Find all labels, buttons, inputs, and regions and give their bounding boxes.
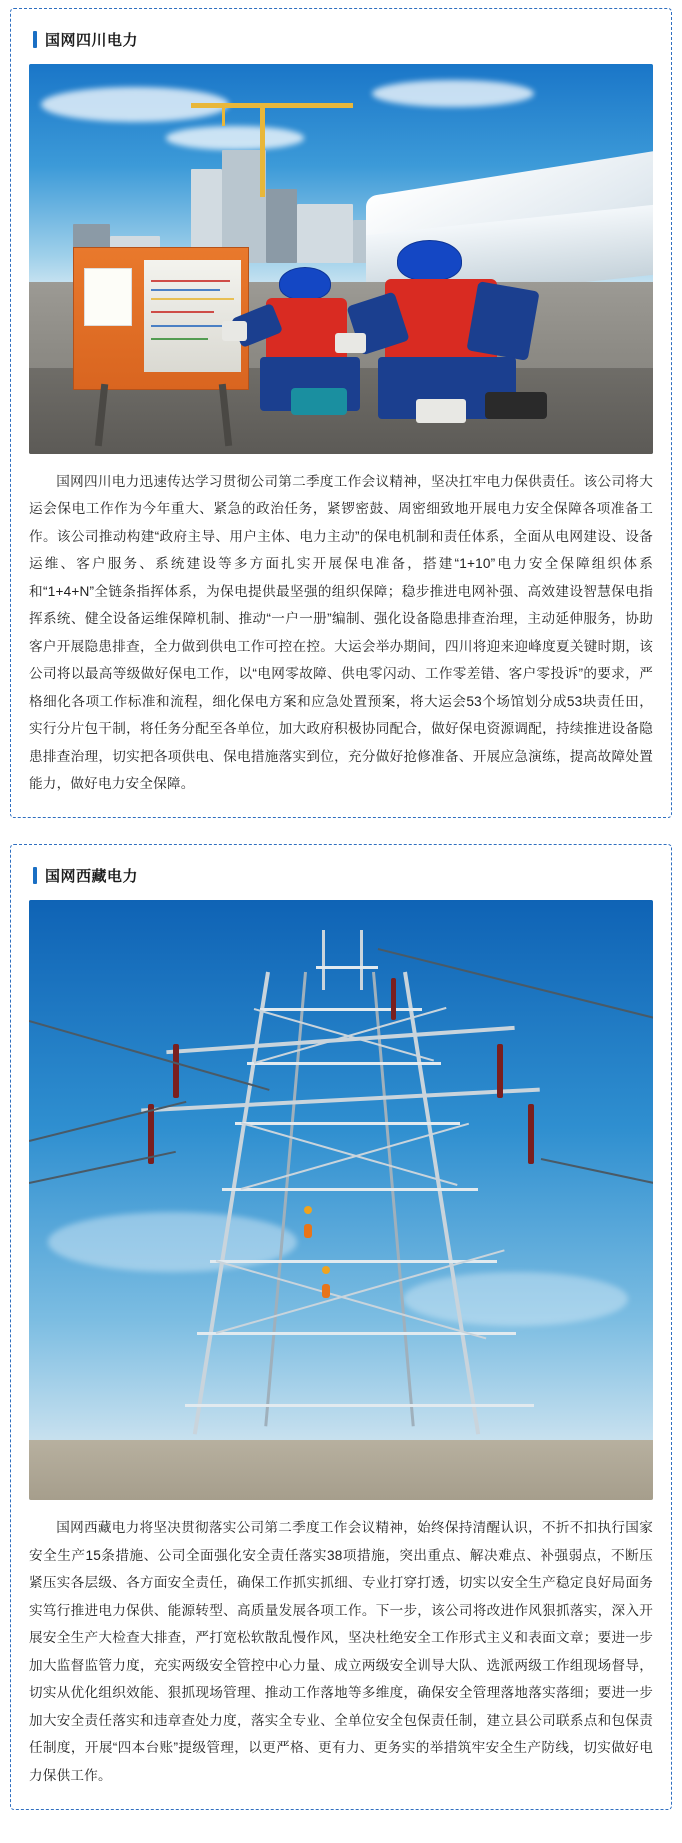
insulator-string	[528, 1104, 534, 1164]
worker-sleeve	[466, 281, 540, 361]
tibet-power-transmission-tower-photo	[29, 900, 653, 1500]
sky-background	[29, 900, 653, 1500]
climber-helmet	[304, 1206, 312, 1214]
tool-bag	[291, 388, 347, 415]
tower-climber	[322, 1284, 330, 1298]
cloud-shape	[372, 80, 534, 107]
insulator-string	[173, 1044, 179, 1098]
insulator-string	[497, 1044, 503, 1098]
tower-climber	[304, 1224, 312, 1238]
wire-shape	[151, 280, 229, 282]
ground-surface	[29, 1440, 653, 1500]
tower-crane-mast	[260, 103, 265, 197]
section-heading-sichuan	[33, 29, 653, 50]
tower-brace	[247, 1062, 440, 1065]
tower-peak	[322, 930, 325, 990]
worker-helmet	[279, 267, 331, 300]
cabinet-label-paper	[84, 268, 131, 326]
tower-brace	[185, 1404, 534, 1407]
article-card-sichuan	[10, 8, 672, 818]
sichuan-power-workers-cabinet-photo	[29, 64, 653, 454]
worker-helmet	[397, 240, 461, 281]
article-paragraph-tibet: 国网西藏电力将坚决贯彻落实公司第二季度工作会议精神，始终保持清醒认识，不折不扣执行国家安全生产15条措施、公司全面强化安全责任落实38项措施，突出重点、解决难点、补强弱点，不断压紧压实各层级、各方面安全责任，确保工作抓实抓细、专业打穿打透，切实以安全生产稳定良好局面务实笃行推进电力保供、能源转型、高质量发展各项工作。下一步，该公司将改进作风狠抓落实，深入开展安全生产大检查大排查，严打宽松软散乱慢作风，坚决杜绝安全工作形式主义和表面文章；要进一步加大监督监管力度，充实两级安全管控中心力量、成立两级安全训导大队、选派两级工作组现场督导，切实从优化组织效能、狠抓现场管理、推动工作落地等多维度，确保安全管理落地落实落细；要进一步加大安全责任落实和违章查处力度，落实全专业、全单位安全包保责任制，建立县公司联系点和包保责任制度，开展“四本台账”提级管理，以更严格、更有力、更务实的举措筑牢安全生产防线，切实做好电力保供工作。	[29, 1520, 653, 1783]
insulator-string	[391, 978, 396, 1020]
distribution-cabinet	[73, 247, 250, 389]
wire-shape	[151, 311, 214, 313]
tool-case	[485, 392, 547, 419]
wire-shape	[151, 298, 233, 300]
wire-shape	[151, 325, 225, 327]
worker-glove	[416, 399, 466, 422]
worker-glove	[222, 321, 247, 341]
section-heading-tibet	[33, 865, 653, 886]
tower-crane-hoist	[222, 103, 225, 126]
tower-brace	[260, 1008, 422, 1011]
heading-accent-bar	[33, 31, 37, 48]
article-paragraph-sichuan: 国网四川电力迅速传达学习贯彻公司第二季度工作会议精神，坚决扛牢电力保供责任。该公司将大运会保电工作作为今年重大、紧急的政治任务，紧锣密鼓、周密细致地开展电力安全保障各项准备工作。该公司推动构建“政府主导、用户主体、电力主动”的保电机制和责任体系，全面从电网建设、设备运维、客户服务、系统建设等多方面扎实开展保电准备，搭建“1+10”电力安全保障组织体系和“1+4+N”全链条指挥体系，为保电提供最坚强的组织保障；稳步推进电网补强、高效建设智慧保电指挥系统、健全设备运维保障机制、推动“一户一册”编制、强化设备隐患排查治理，主动延伸服务，协助客户开展隐患排查，全力做到供电工作可控在控。大运会举办期间，四川将迎来迎峰度夏关键时期，该公司将以最高等级做好保电工作，以“电网零故障、供电零闪动、工作零差错、客户零投诉”的要求，严格细化各项工作标准和流程，细化保电方案和应急处置预案，将大运会53个场馆划分成53块责任田，实行分片包干制，将任务分配至各单位，加大政府积极协同配合，做好保电资源调配，持续推进设备隐患排查治理，切实把各项供电、保电措施落实到位，充分做好抢修准备、开展应急演练，提高故障处置能力，做好电力安全保障。	[29, 474, 653, 791]
building-shape	[297, 204, 353, 263]
tower-brace	[235, 1122, 460, 1125]
cabinet-interior-panel	[144, 260, 242, 372]
building-shape	[266, 189, 297, 263]
worker-glove	[335, 333, 366, 353]
section-title-text: 国网四川电力	[45, 32, 139, 49]
section-title-text: 国网西藏电力	[45, 868, 139, 886]
tower-crane-jib	[191, 103, 353, 108]
heading-accent-bar	[33, 867, 37, 884]
article-card-tibet	[10, 844, 672, 1810]
wire-shape	[151, 289, 219, 291]
tower-peak	[360, 930, 363, 990]
tower-brace	[222, 1188, 478, 1191]
tower-peak-brace	[316, 966, 378, 969]
wire-shape	[151, 338, 208, 340]
cloud-shape	[166, 126, 303, 149]
